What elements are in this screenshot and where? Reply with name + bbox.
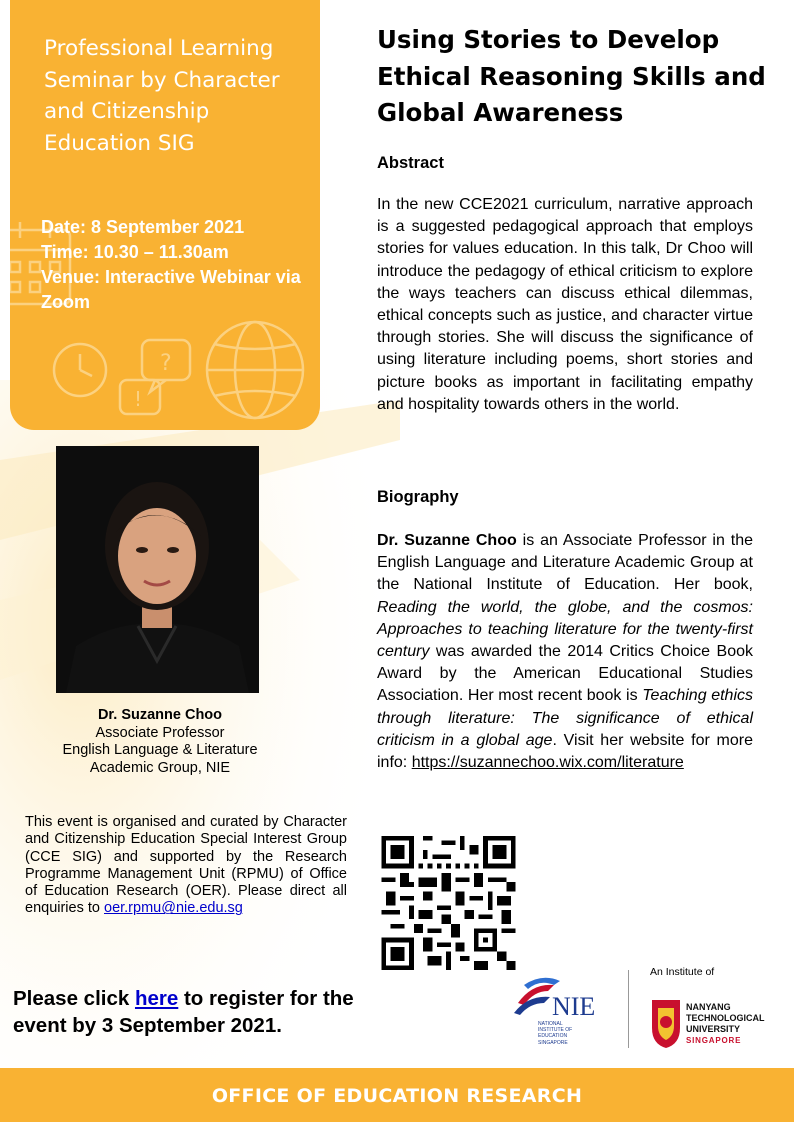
ntu-logo (650, 998, 790, 1050)
ntu-logo-line: SINGAPORE (686, 1036, 742, 1045)
organiser-note (25, 814, 347, 918)
bio-text-part: is an Associate Professor in the English Language and Literature Academic Group at the National Institute of Education. Her book, (377, 532, 754, 594)
nie-logo-line: EDUCATION (538, 1033, 568, 1039)
register-text-after: to register for the event by 3 September 2021. (13, 987, 354, 1037)
event-venue: Venue: Interactive Webinar via Zoom (41, 267, 301, 312)
nie-logo-line: NATIONAL (538, 1021, 563, 1027)
footer-office-name: OFFICE OF EDUCATION RESEARCH (211, 1085, 583, 1107)
ntu-logo-line: TECHNOLOGICAL (686, 1013, 765, 1023)
biography-heading: Biography (377, 488, 459, 506)
talk-title: Using Stories to Develop Ethical Reasoning Skills and Global Awareness (377, 25, 766, 127)
register-call-to-action (13, 985, 383, 1039)
event-date: Date: 8 September 2021 (41, 217, 245, 237)
speaker-group: Academic Group, NIE (89, 759, 231, 776)
ntu-logo-line: NANYANG (686, 1002, 731, 1012)
svg-text:?: ? (160, 351, 172, 376)
speaker-caption (30, 707, 290, 777)
institute-of-label: An Institute of (650, 966, 715, 978)
bio-text-part: . Visit her website for more info: (377, 731, 754, 772)
speaker-website-link[interactable]: https://suzannechoo.wix.com/literature (411, 754, 684, 772)
registration-qr-code[interactable] (378, 836, 519, 970)
speaker-position: Associate Professor (95, 724, 225, 741)
nie-logo-line: INSTITUTE OF (538, 1027, 573, 1033)
bio-book-title: Teaching ethics through literature: The significance of ethical criticism in a global age (377, 687, 754, 749)
organiser-text: This event is organised and curated by Character and Citizenship Education Special Interest Group (CCE SIG) and supported by the Research Programme Management Unit (RPMU) of Office of Education Research (OER). Please direct all enquiries to (25, 814, 347, 917)
event-time: Time: 10.30 – 11.30am (41, 242, 229, 262)
speaker-name: Dr. Suzanne Choo (97, 707, 223, 723)
ntu-logo-line: UNIVERSITY (686, 1024, 741, 1034)
speaker-photo (56, 446, 259, 693)
bio-book-title: Reading the world, the globe, and the cosmos: Approaches to teaching literature for the twenty-first century (377, 598, 753, 661)
speaker-department: English Language & Literature (62, 742, 258, 758)
biography-text (377, 530, 753, 774)
nie-wordmark: NIE (552, 992, 596, 1021)
seminar-title: Professional Learning Seminar by Character and Citizenship Education SIG (44, 36, 280, 156)
event-details (41, 215, 321, 315)
register-link[interactable]: here (134, 987, 179, 1010)
abstract-heading: Abstract (377, 154, 444, 172)
logo-divider (628, 970, 629, 1048)
bio-text-part: was awarded the 2014 Critics Choice Book Award by the American Educational Studies Association. Her most recent book is (377, 643, 753, 705)
bio-name: Dr. Suzanne Choo (377, 532, 517, 549)
register-text-before: Please click (13, 987, 135, 1010)
speaker-portrait (56, 446, 259, 693)
svg-text:!: ! (134, 387, 143, 411)
nie-logo (510, 965, 620, 1055)
nie-logo-line: SINGAPORE (538, 1040, 568, 1046)
enquiry-email-link[interactable]: oer.rpmu@nie.edu.sg (104, 900, 243, 917)
abstract-text: In the new CCE2021 curriculum, narrative approach is a suggested pedagogical approach that employs stories for values education. In this talk, Dr Choo will introduce the pedagogy of ethical criticism to explore the ways teachers can discuss ethical dilemmas, ethical concepts such as justice, and character virtue through stories. She will discuss the significance of using literature including poems, short stories and picture books as important in facilitating empathy and hospitality towards others in the world. (377, 196, 753, 413)
